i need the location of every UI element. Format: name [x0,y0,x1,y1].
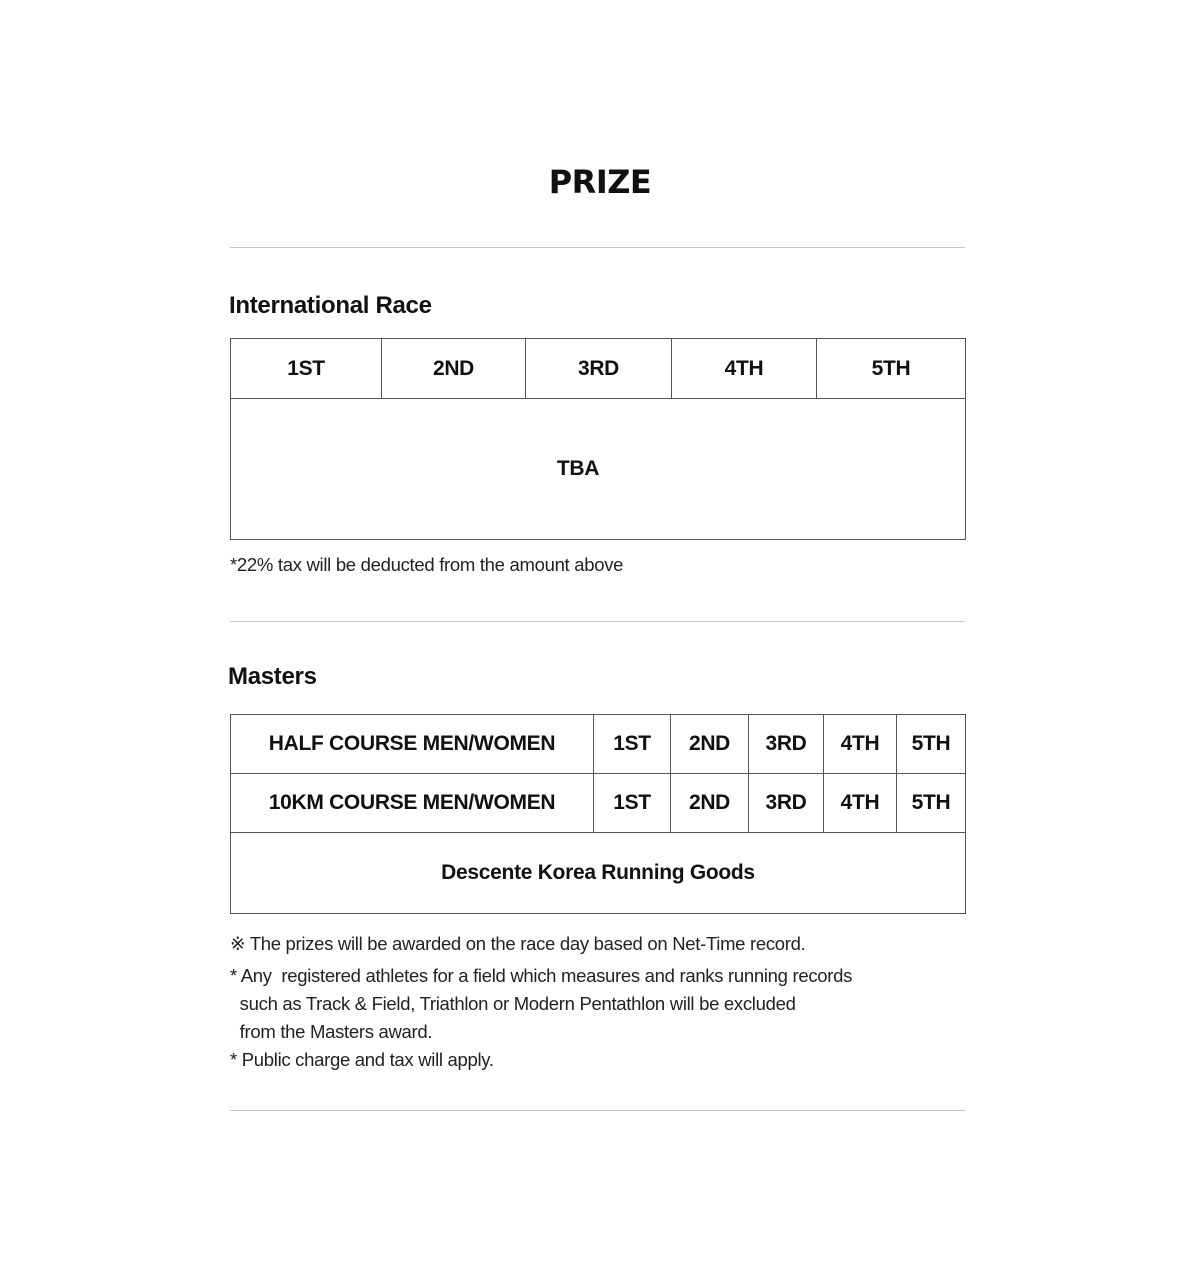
place-cell: 2ND [382,339,526,399]
note-line: from the Masters award. [230,1021,433,1042]
divider-middle [230,621,965,622]
place-cell: 5TH [897,774,966,833]
table-row [231,715,966,774]
prize-goods-cell: Descente Korea Running Goods [231,833,966,914]
course-name-cell: 10KM COURSE MEN/WOMEN [231,774,594,833]
tax-note: *22% tax will be deducted from the amount above [230,554,624,575]
place-cell: 1ST [594,774,671,833]
note-line: such as Track & Field, Triathlon or Modern Pentathlon will be excluded [230,993,796,1014]
divider-bottom [230,1110,965,1111]
page-title: PRIZE [548,163,652,201]
prize-amount-cell: TBA [231,399,966,540]
table-row [231,774,966,833]
international-race-title: International Race [229,292,432,319]
place-cell: 3RD [749,715,824,774]
masters-title: Masters [228,663,317,690]
place-cell: 1ST [594,715,671,774]
place-header-row [231,339,966,399]
prize-amount-row [231,399,966,540]
place-cell: 3RD [526,339,672,399]
place-cell: 5TH [817,339,966,399]
place-cell: 1ST [231,339,382,399]
place-cell: 4TH [824,715,897,774]
divider-top [230,247,965,248]
note-line: ※ The prizes will be awarded on the race day based on Net-Time record. [230,933,806,954]
note-line: * Any registered athletes for a field which measures and ranks running records [230,965,853,986]
place-cell: 2ND [671,715,749,774]
note-line: * Public charge and tax will apply. [230,1049,494,1070]
place-cell: 3RD [749,774,824,833]
international-prize-table [230,338,966,540]
place-cell: 4TH [672,339,817,399]
prize-goods-row [231,833,966,914]
place-cell: 2ND [671,774,749,833]
place-cell: 4TH [824,774,897,833]
masters-prize-table [230,714,966,914]
place-cell: 5TH [897,715,966,774]
course-name-cell: HALF COURSE MEN/WOMEN [231,715,594,774]
